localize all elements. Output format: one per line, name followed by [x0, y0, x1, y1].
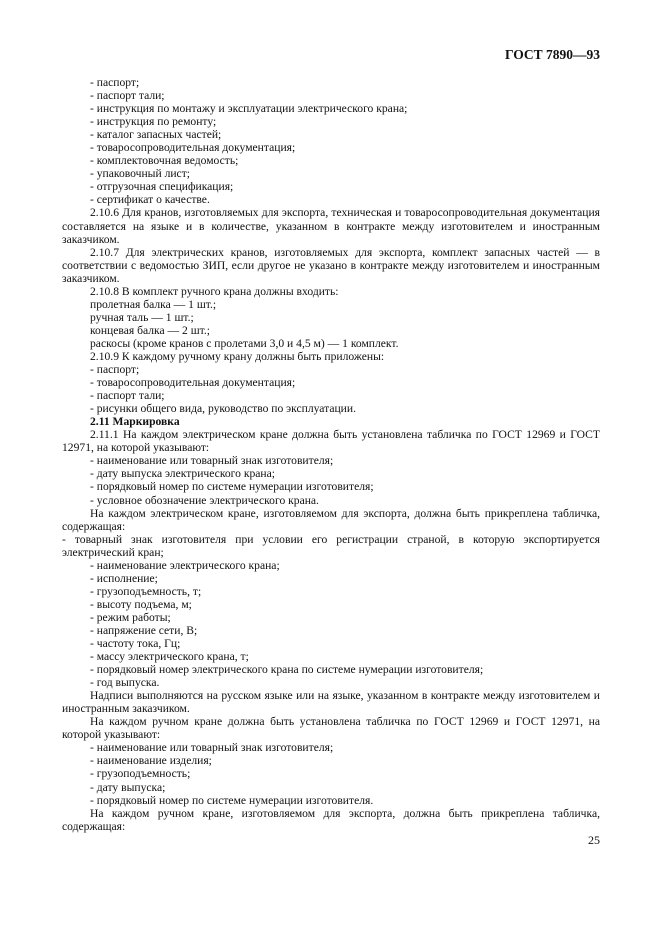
page-number: 25	[588, 833, 600, 847]
list-item: - паспорт;	[90, 363, 140, 377]
paragraph: На каждом электрическом кране, изготовляемом для экспорта, должна быть прикреплена табличка, содержащая:	[62, 506, 600, 533]
list-item: - упаковочный лист;	[90, 167, 190, 181]
list-item: - товаросопроводительная документация;	[90, 141, 296, 155]
list-item: - порядковый номер электрического крана по системе нумерации изготовителя;	[90, 663, 484, 677]
list-item: - инструкция по монтажу и эксплуатации электрического крана;	[90, 102, 408, 116]
list-item: - условное обозначение электрического крана.	[90, 493, 319, 507]
list-item: - высоту подъема, м;	[90, 597, 192, 611]
list-item: - частоту тока, Гц;	[90, 637, 181, 651]
paragraph: 2.10.7 Для электрических кранов, изготовляемых для экспорта, комплект запасных частей — в соответствии с ведомостью ЗИП, если другое не указано в контракте между изготовителем и иностранным заказчиком.	[62, 245, 600, 285]
list-item: - грузоподъемность, т;	[90, 584, 202, 598]
paragraph: 2.11.1 На каждом электрическом кране должна быть установлена табличка по ГОСТ 12969 и ГОСТ 12971, на которой указывают:	[62, 428, 600, 455]
list-item: - отгрузочная спецификация;	[90, 180, 234, 194]
list-item: - режим работы;	[90, 610, 171, 624]
document-code-header: ГОСТ 7890—93	[504, 47, 600, 62]
list-item: - наименование электрического крана;	[90, 558, 280, 572]
list-item: - напряжение сети, В;	[90, 623, 198, 637]
list-item: - дату выпуска электрического крана;	[90, 467, 275, 481]
list-item: - наименование или товарный знак изготовителя;	[90, 741, 334, 755]
paragraph: На каждом ручном кране должна быть установлена табличка по ГОСТ 12969 и ГОСТ 12971, на которой указывают:	[62, 715, 600, 742]
list-item: - дату выпуска;	[90, 780, 166, 794]
list-item: - год выпуска.	[90, 676, 160, 690]
list-item: концевая балка — 2 шт.;	[90, 323, 210, 337]
list-item: - наименование изделия;	[90, 754, 212, 768]
paragraph: 2.10.8 В комплект ручного крана должны входить:	[90, 284, 339, 298]
list-item: - массу электрического крана, т;	[90, 650, 249, 664]
paragraph: 2.10.6 Для кранов, изготовляемых для экспорта, техническая и товаросопроводительная документация составляется на языке и в количестве, указанном в контракте между изготовителем и иностранным заказчиком.	[62, 206, 600, 246]
list-item: - товаросопроводительная документация;	[90, 376, 296, 390]
section-heading: 2.11 Маркировка	[90, 415, 180, 429]
list-item: - грузоподъемность;	[90, 767, 191, 781]
list-item: ручная таль — 1 шт.;	[90, 310, 194, 324]
list-item: - паспорт тали;	[90, 89, 165, 103]
list-item: - каталог запасных частей;	[90, 128, 222, 142]
list-item: - порядковый номер по системе нумерации изготовителя;	[90, 480, 374, 494]
list-item: - наименование или товарный знак изготовителя;	[90, 454, 334, 468]
list-item: пролетная балка — 1 шт.;	[90, 297, 217, 311]
list-item: - инструкция по ремонту;	[90, 115, 217, 129]
paragraph: На каждом ручном кране, изготовляемом для экспорта, должна быть прикреплена табличка, содержащая:	[62, 806, 600, 833]
paragraph: Надписи выполняются на русском языке или на языке, указанном в контракте между изготовителем и иностранным заказчиком.	[62, 689, 600, 716]
list-item: раскосы (кроме кранов с пролетами 3,0 и 4,5 м) — 1 комплект.	[90, 336, 399, 350]
list-item: - товарный знак изготовителя при условии его регистрации страной, в которую экспортируется электрический кран;	[62, 532, 600, 559]
list-item: - порядковый номер по системе нумерации изготовителя.	[90, 793, 374, 807]
list-item: - исполнение;	[90, 571, 158, 585]
list-item: - паспорт тали;	[90, 389, 165, 403]
list-item: - сертификат о качестве.	[90, 193, 210, 207]
list-item: - комплектовочная ведомость;	[90, 154, 239, 168]
list-item: - паспорт;	[90, 76, 140, 89]
list-item: - рисунки общего вида, руководство по эксплуатации.	[90, 402, 356, 416]
paragraph: 2.10.9 К каждому ручному крану должны быть приложены:	[90, 349, 385, 363]
document-body	[62, 76, 600, 833]
